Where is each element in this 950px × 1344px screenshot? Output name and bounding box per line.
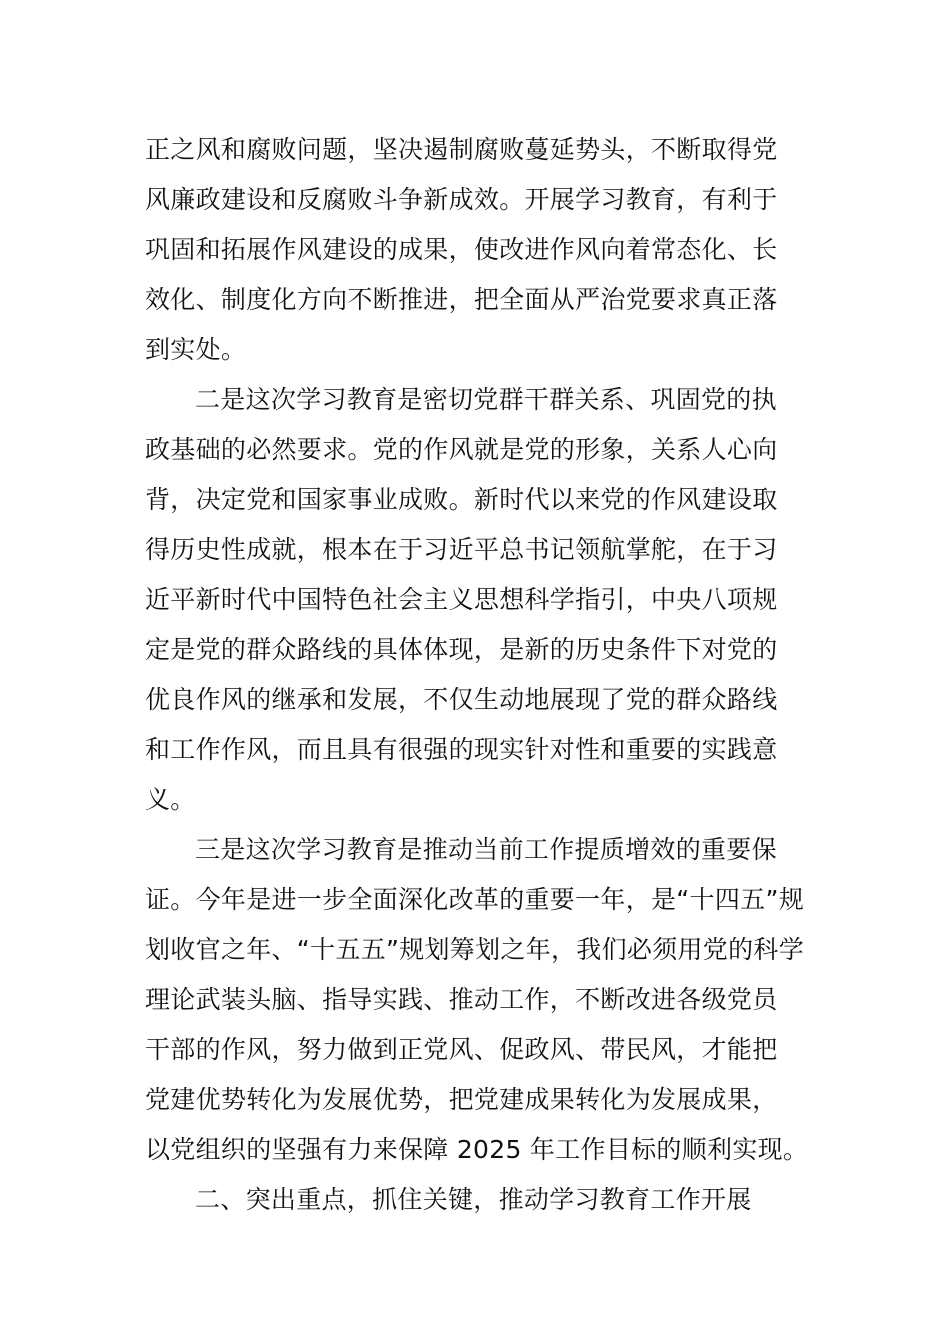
- text-line: 正之风和腐败问题，坚决遏制腐败蔓延势头，不断取得党: [145, 135, 778, 164]
- text-line: 效化、制度化方向不断推进，把全面从严治党要求真正落: [145, 285, 778, 314]
- text-line: 政基础的必然要求。党的作风就是党的形象，关系人心向: [145, 435, 778, 464]
- text-line: 到实处。: [145, 335, 247, 364]
- text-line: 干部的作风，努力做到正党风、促政风、带民风，才能把: [145, 1035, 778, 1064]
- section-heading: 二、突出重点，抓住关键，推动学习教育工作开展: [195, 1185, 752, 1214]
- paragraph-start: 三是这次学习教育是推动当前工作提质增效的重要保: [195, 835, 777, 864]
- text-line: 理论武装头脑、指导实践、推动工作，不断改进各级党员: [145, 985, 778, 1014]
- text-line: 优良作风的继承和发展，不仅生动地展现了党的群众路线: [145, 685, 778, 714]
- text-line: 证。今年是进一步全面深化改革的重要一年，是“十四五”规: [145, 885, 805, 914]
- text-line: 风廉政建设和反腐败斗争新成效。开展学习教育，有利于: [145, 185, 778, 214]
- text-line: 背，决定党和国家事业成败。新时代以来党的作风建设取: [145, 485, 778, 514]
- text-line: 定是党的群众路线的具体体现，是新的历史条件下对党的: [145, 635, 778, 664]
- text-line: 党建优势转化为发展优势，把党建成果转化为发展成果，: [145, 1085, 778, 1114]
- text-line: 巩固和拓展作风建设的成果，使改进作风向着常态化、长: [145, 235, 778, 264]
- text-line: 以党组织的坚强有力来保障 2025 年工作目标的顺利实现。: [145, 1135, 809, 1164]
- text-line: 得历史性成就，根本在于习近平总书记领航掌舵，在于习: [145, 535, 778, 564]
- text-line: 划收官之年、“十五五”规划筹划之年，我们必须用党的科学: [145, 935, 805, 964]
- paragraph-start: 二是这次学习教育是密切党群干群关系、巩固党的执: [195, 385, 777, 414]
- text-line: 义。: [145, 785, 196, 814]
- text-line: 和工作作风，而且具有很强的现实针对性和重要的实践意: [145, 735, 778, 764]
- text-line: 近平新时代中国特色社会主义思想科学指引，中央八项规: [145, 585, 778, 614]
